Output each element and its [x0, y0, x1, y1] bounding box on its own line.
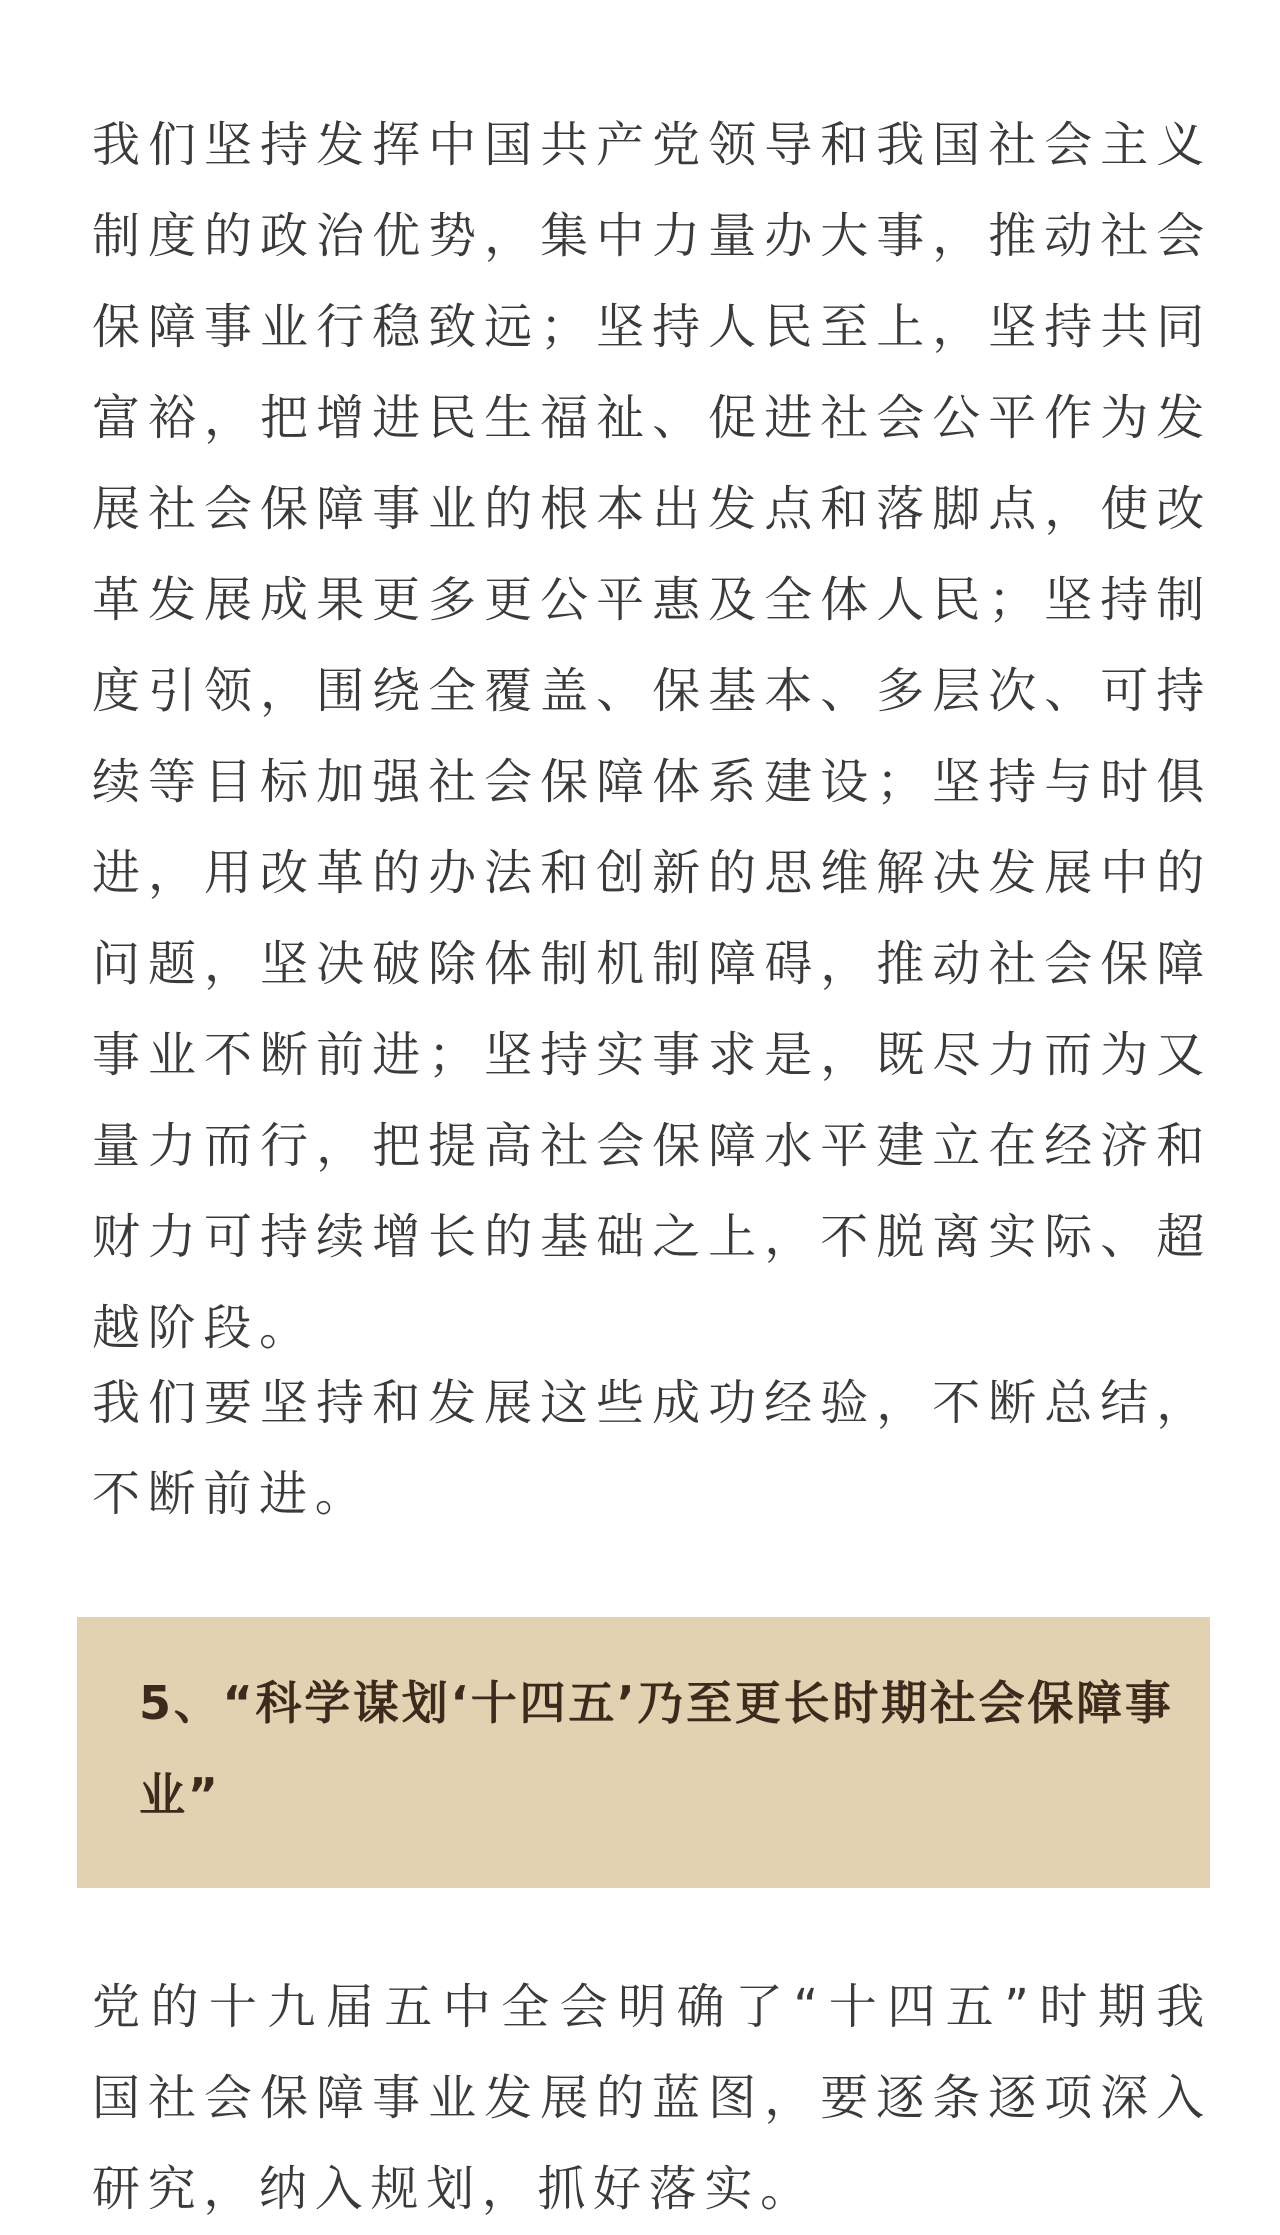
article-paragraph-2: 我们要坚持和发展这些成功经验，不断总结，不断前进。 — [92, 1375, 1212, 1522]
section-heading: 5、“科学谋划‘十四五’乃至更长时期社会保障事业” — [139, 1676, 1174, 1822]
article-paragraph-1: 我们坚持发挥中国共产党领导和我国社会主义制度的政治优势，集中力量办大事，推动社会保障事业行稳致远；坚持人民至上，坚持共同富裕，把增进民生福祉、促进社会公平作为发展社会保障事业的根本出发点和落脚点，使改革发展成果更多更公平惠及全体人民；坚持制度引领，围绕全覆盖、保基本、多层次、可持续等目标加强社会保障体系建设；坚持与时俱进，用改革的办法和创新的思维解决发展中的问题，坚决破除体制机制障碍，推动社会保障事业不断前进；坚持实事求是，既尽力而为又量力而行，把提高社会保障水平建立在经济和财力可持续增长的基础之上，不脱离实际、超越阶段。 — [92, 117, 1212, 1356]
section-heading-box — [77, 1617, 1210, 1888]
article-paragraph-3: 党的十九届五中全会明确了“十四五”时期我国社会保障事业发展的蓝图，要逐条逐项深入研究，纳入规划，抓好落实。 — [92, 1979, 1212, 2217]
